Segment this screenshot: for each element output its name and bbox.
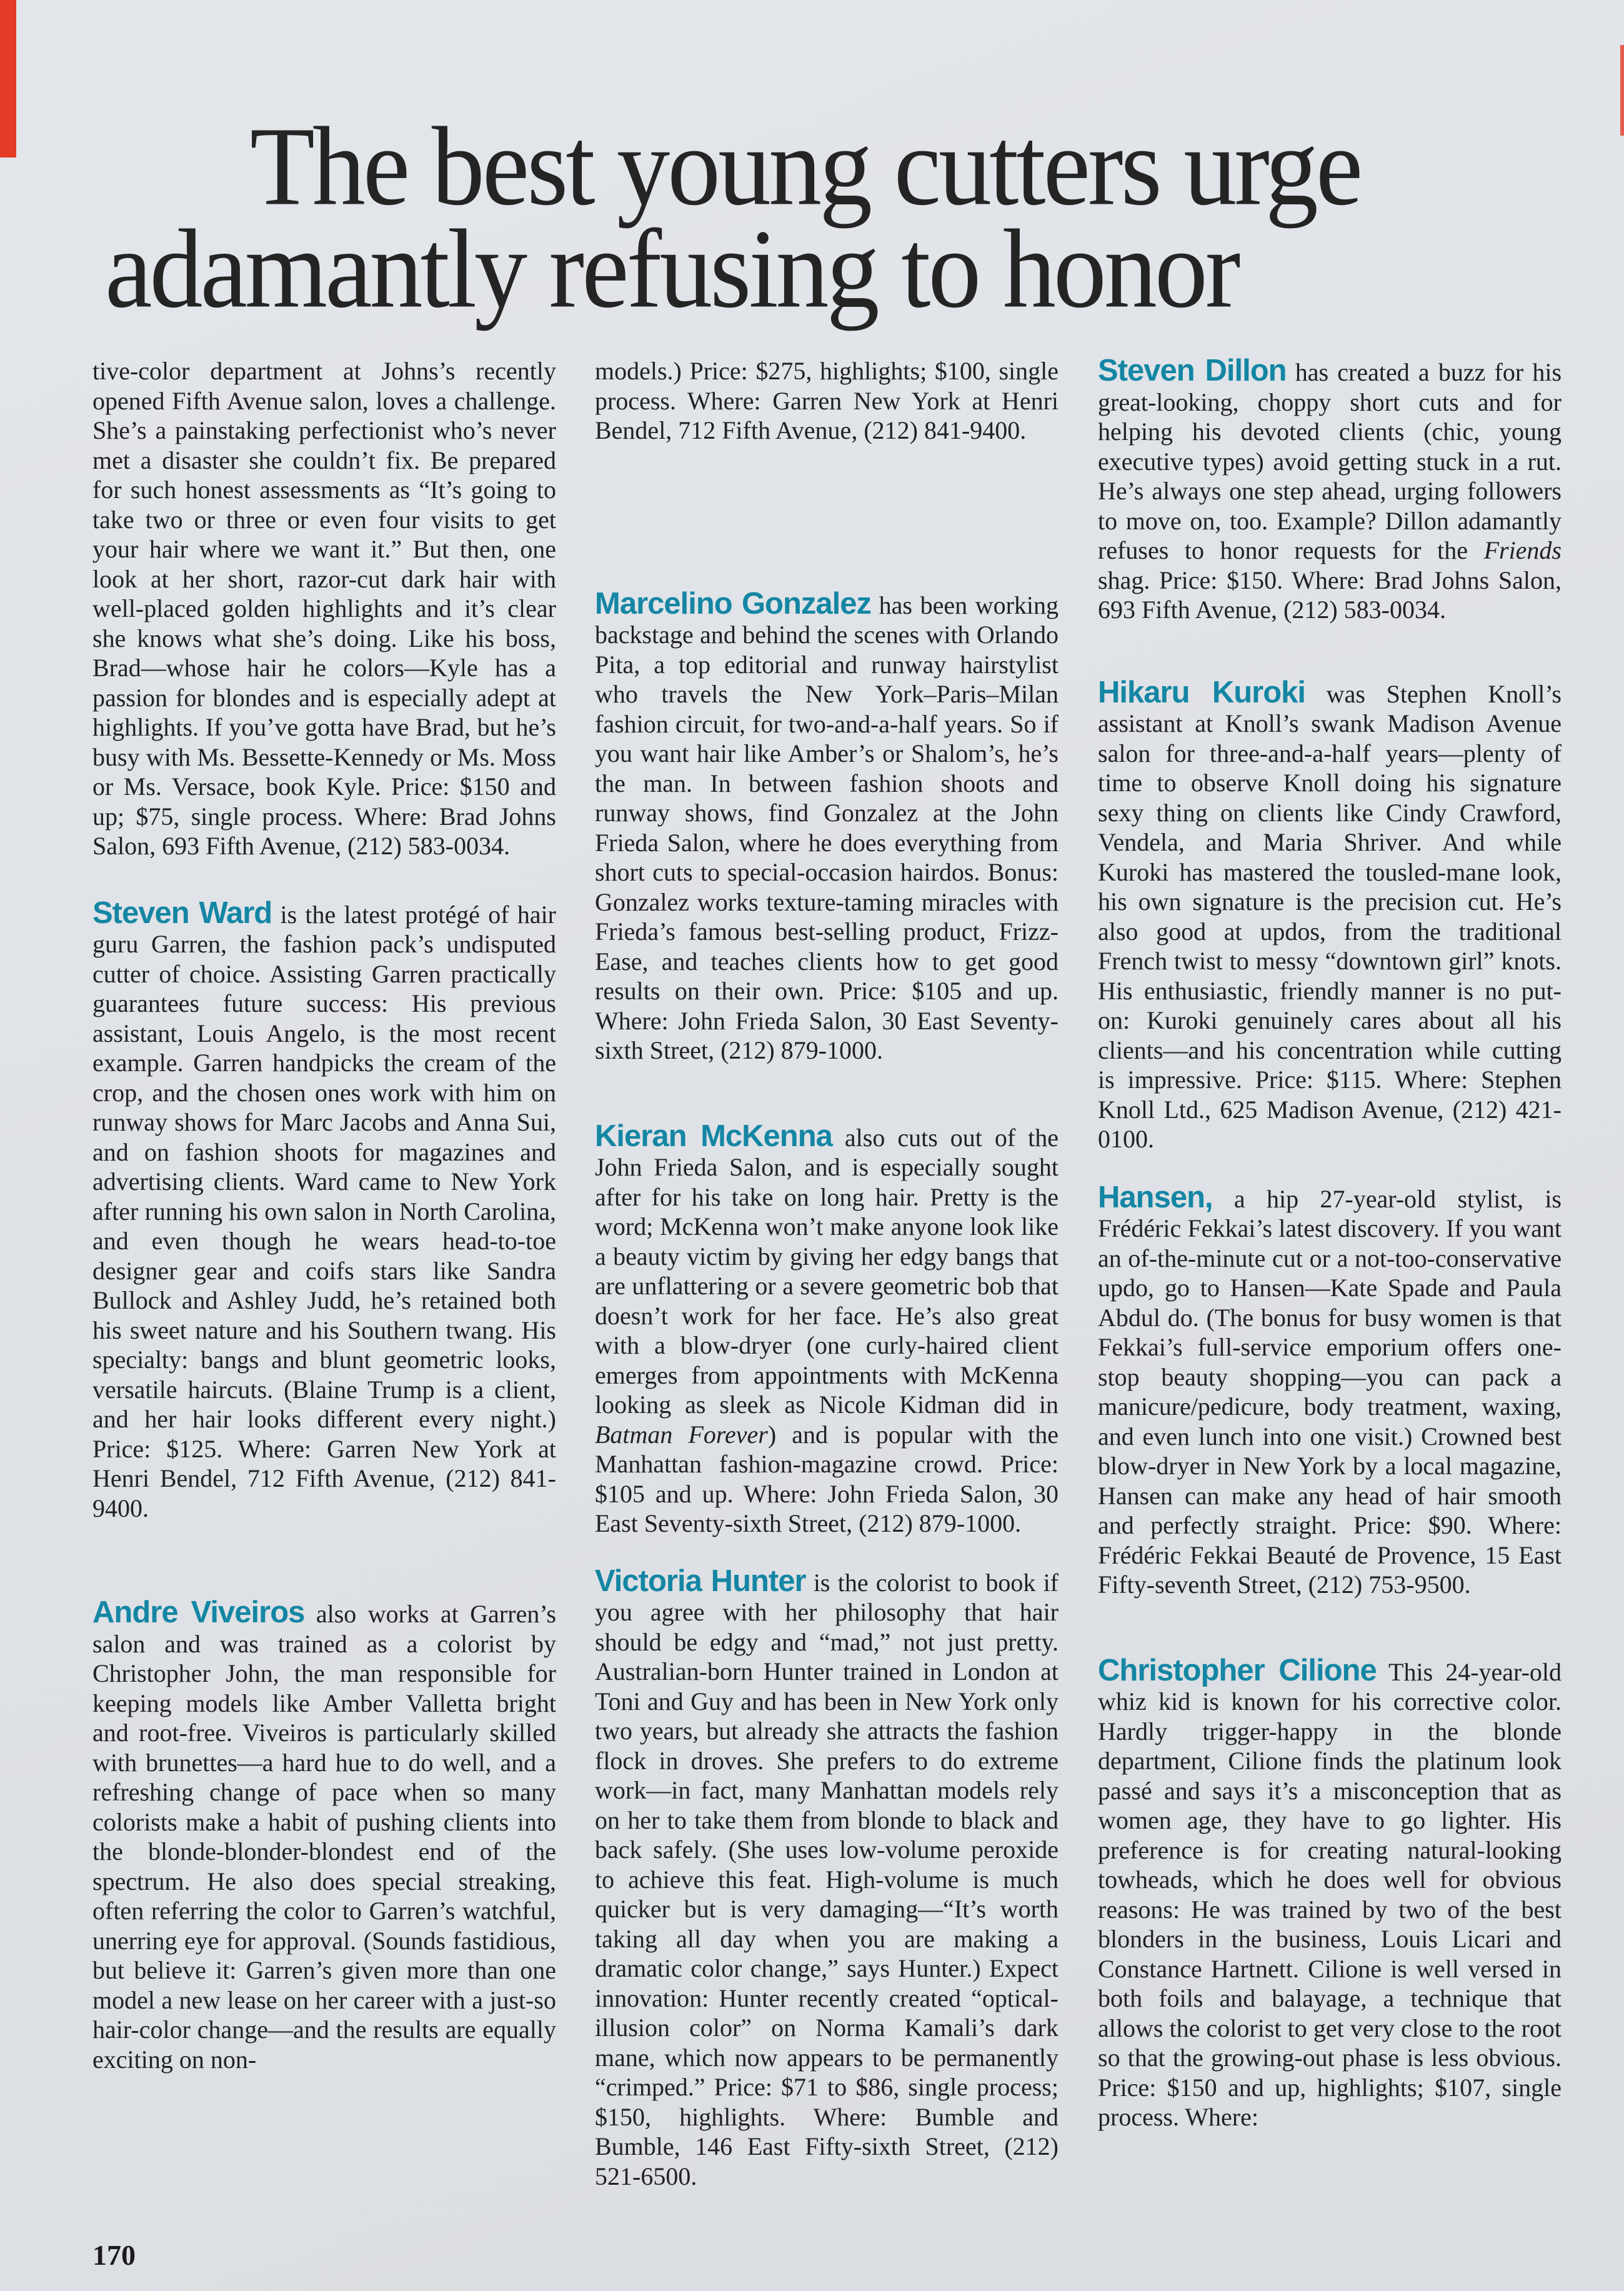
headline-line-2: adamantly refusing to honor (105, 206, 1238, 331)
stylist-name: Andre Viveiros (92, 1595, 305, 1629)
body-text: has created a buzz for his great-looking, choppy short cuts and for helping his devoted clients (chic, young executive types) avoid getting stuck in a rut. He’s always one step ahead, urging followers to move on, too. Example? Dillon adamantly refuses to honor requests for the (1098, 358, 1562, 564)
headline-line-1: The best young cutters urge (250, 104, 1361, 229)
body-text: shag. Price: $150. Where: Brad Johns Salon, 693 Fifth Avenue, (212) 583-0034. (1098, 566, 1562, 624)
body-text: a hip 27-year-old stylist, is Frédéric Fekkai’s latest discovery. If you want an of-the-minute cut or a not-too-conservative updo, go to Hansen—Kate Spade and Paula Abdul do. (The bonus for busy women is that Fekkai’s full-service emporium offers one-stop beauty shopping—you can pack a manicure/pedicure, body treatment, waxing, and even lunch into one visit.) Crowned best blow-dryer in New York by a local magazine, Hansen can make any head of hair smooth and perfectly straight. Price: $90. Where: Frédéric Fekkai Beauté de Provence, 15 East Fifty-seventh Street, (212) 753-9500. (1098, 1184, 1562, 1599)
column-2 (595, 356, 1059, 2191)
stylist-name: Victoria Hunter (595, 1564, 806, 1598)
page-number: 170 (92, 2239, 136, 2271)
body-text: tive-color department at Johns’s recently opened Fifth Avenue salon, loves a challenge. She’s a painstaking perfectionist who’s never met a disaster she couldn’t fix. Be prepared for such honest assessments as “It’s going to take two or three or even four visits to get your hair where we want it.” But then, one look at her short, razor-cut dark hair with well-placed golden highlights and it’s clear she knows what she’s doing. Like his boss, Brad—whose hair he colors—Kyle has a passion for blondes and is especially adept at highlights. If you’ve gotta have Brad, but he’s busy with Ms. Bessette-Kennedy or Ms. Moss or Ms. Versace, book Kyle. Price: $150 and up; $75, single process. Where: Brad Johns Salon, 693 Fifth Avenue, (212) 583-0034. (92, 357, 556, 860)
stylist-name: Steven Ward (92, 896, 272, 930)
italic-text: Batman Forever (595, 1420, 768, 1449)
italic-text: Friends (1483, 536, 1562, 564)
column-3 (1098, 356, 1562, 2132)
paragraph (595, 1564, 1059, 2192)
body-text: ) and is popular with the Manhattan fashion-magazine crowd. Price: $105 and up. Where: John Frieda Salon, 30 East Seventy-sixth Street, (212) 879-1000. (595, 1420, 1059, 1537)
paragraph (595, 586, 1059, 1066)
stylist-name: Hansen, (1098, 1180, 1213, 1214)
stylist-name: Kieran McKenna (595, 1119, 832, 1153)
paragraph (595, 356, 1059, 446)
stylist-name: Hikaru Kuroki (1098, 675, 1306, 709)
paragraph (1098, 675, 1562, 1154)
paragraph (595, 1119, 1059, 1539)
stylist-name: Marcelino Gonzalez (595, 586, 872, 621)
stylist-name: Steven Dillon (1098, 354, 1287, 387)
body-text: was Stephen Knoll’s assistant at Knoll’s swank Madison Avenue salon for three-and-a-half years—plenty of time to observe Knoll doing his signature sexy thing on clients like Cindy Crawford, Vendela, and Maria Shriver. And while Kuroki has mastered the tousled-mane look, his own signature is the precision cut. He’s also good at updos, from the traditional French twist to messy “downtown girl” knots. His enthusiastic, friendly manner is no put-on: Kuroki genuinely cares about all his clients—and his concentration while cutting is impressive. Price: $115. Where: Stephen Knoll Ltd., 625 Madison Avenue, (212) 421-0100. (1098, 679, 1562, 1153)
body-text: is the latest protégé of hair guru Garren, the fashion pack’s undisputed cutter of choice. Assisting Garren practically guarantees future success: His previous assistant, Louis Angelo, is the most recent example. Garren handpicks the cream of the crop, and the chosen ones work with him on runway shows for Marc Jacobs and Anna Sui, and on fashion shoots for magazines and advertising clients. Ward came to New York after running his own salon in North Carolina, and even though he wears head-to-toe designer gear and coifs stars like Sandra Bullock and Ashley Judd, he’s retained both his sweet nature and his Southern twang. His specialty: bangs and blunt geometric looks, versatile haircuts. (Blaine Trump is a client, and her hair looks different every night.) Price: $125. Where: Garren New York at Henri Bendel, 712 Fifth Avenue, (212) 841-9400. (92, 900, 557, 1522)
paragraph (92, 1595, 557, 2074)
paragraph (92, 356, 556, 861)
column-1 (92, 356, 556, 2074)
paragraph (1098, 1653, 1562, 2132)
paragraph (1098, 356, 1562, 625)
body-text: This 24-year-old whiz kid is known for his corrective color. Hardly trigger-happy in the blonde department, Cilione finds the platinum look passé and says it’s a misconception that as women age, they have to go lighter. His preference is for creating natural-looking towheads, which he does well for obvious reasons: He was trained by two of the best blonders in the business, Louis Licari and Constance Hartnett. Cilione is well versed in both foils and balayage, a technique that allows the colorist to get very close to the root so that the growing-out phase is less obvious. Price: $150 and up, highlights; $107, single process. Where: (1098, 1657, 1562, 2131)
stylist-name: Christopher Cilione (1098, 1653, 1377, 1687)
paragraph (1098, 1180, 1562, 1600)
body-text: also cuts out of the John Frieda Salon, and is especially sought after for his take on long hair. Pretty is the word; McKenna won’t make anyone look like a beauty victim by giving her edgy bangs that are unflattering or a severe geometric bob that doesn’t work for her face. He’s also great with a blow-dryer (one curly-haired client emerges from appointments with McKenna looking as sleek as Nicole Kidman did in (595, 1123, 1059, 1419)
paragraph (92, 896, 557, 1524)
body-text: is the colorist to book if you agree with her philosophy that hair should be edgy and “mad,” not just pretty. Australian-born Hunter trained in London at Toni and Guy and has been in New York only two years, but already she attracts the fashion flock in droves. She prefers to do extreme work—in fact, many Manhattan models rely on her to take them from blonde to black and back safely. (She uses low-volume peroxide to achieve this feat. High-volume is much quicker but is very damaging—“It’s worth taking all day when you are making a dramatic color change,” says Hunter.) Expect innovation: Hunter recently created “optical-illusion color” on Norma Kamali’s dark mane, which now appears to be permanently “crimped.” Price: $71 to $86, single process; $150, highlights. Where: Bumble and Bumble, 146 East Fifty-sixth Street, (212) 521-6500. (595, 1568, 1059, 2190)
body-text: has been working backstage and behind the scenes with Orlando Pita, a top editorial and runway hairstylist who travels the New York–Paris–Milan fashion circuit, for two-and-a-half years. So if you want hair like Amber’s or Shalom’s, he’s the man. In between fashion shoots and runway shows, find Gonzalez at the John Frieda Salon, where he does everything from short cuts to special-occasion hairdos. Bonus: Gonzalez works texture-taming miracles with Frieda’s famous best-selling product, Frizz-Ease, and teaches clients how to get good results on their own. Price: $105 and up. Where: John Frieda Salon, 30 East Seventy-sixth Street, (212) 879-1000. (595, 591, 1059, 1064)
body-text: also works at Garren’s salon and was trained as a colorist by Christopher John, the man responsible for keeping models like Amber Valletta bright and root-free. Viveiros is particularly skilled with brunettes—a hard hue to do well, and a refreshing change of pace when so many colorists make a habit of pushing clients into the blonde-blonder-blondest end of the spectrum. He also does special streaking, often referring the color to Garren’s watchful, unerring eye for approval. (Sounds fastidious, but believe it: Garren’s given more than one model a new lease on her career with a just-so hair-color change—and the results are equally exciting on non- (92, 1600, 557, 2074)
body-text: models.) Price: $275, highlights; $100, single process. Where: Garren New York at Henri Bendel, 712 Fifth Avenue, (212) 841-9400. (595, 357, 1059, 444)
